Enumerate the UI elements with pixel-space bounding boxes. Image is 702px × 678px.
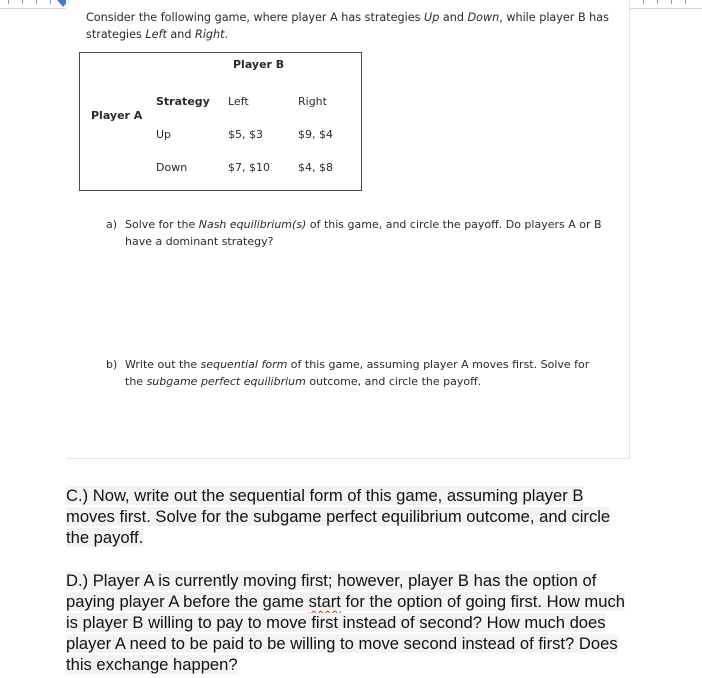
row-label-up: Up (156, 128, 172, 141)
payoff-down-right: $4, $8 (298, 161, 333, 174)
right-column-header: Right (298, 95, 327, 108)
embedded-problem-image[interactable] (66, 0, 630, 459)
row-label-down: Down (156, 161, 188, 174)
player-b-header: Player B (233, 58, 285, 71)
intro-paragraph: Consider the following game, where player A has strategies Up and Down, while player B has strategies Left and Right. (86, 11, 609, 41)
left-column-header: Left (228, 95, 249, 108)
payoff-matrix (79, 52, 362, 191)
question-a-text: Solve for the Nash equilibrium(s) of this game, and circle the payoff. Do players A or B have a dominant strategy? (125, 218, 602, 248)
question-d-paragraph[interactable]: D.) Player A is currently moving first; however, player B has the option of paying player A before the game start for the option of going first. How much is player B willing to pay to move first instead of second? How much does player A need to be paid to be willing to move second instead of first? Does this exchange happen? (66, 571, 625, 674)
payoff-up-left: $5, $3 (228, 128, 263, 141)
question-b-text: Write out the sequential form of this game, assuming player A moves first. Solve for the subgame perfect equilibrium outcome, and circle the payoff. (125, 358, 590, 388)
question-a-letter: a) (106, 218, 118, 231)
question-c-paragraph[interactable]: C.) Now, write out the sequential form of this game, assuming player B moves first. Solve for the subgame perfect equilibrium outcome, and circle the payoff. (66, 486, 611, 547)
question-b-letter: b) (106, 358, 118, 371)
payoff-up-right: $9, $4 (298, 128, 333, 141)
strategy-header: Strategy (156, 95, 210, 108)
player-a-header: Player A (91, 109, 143, 122)
spelling-suggestion-word[interactable]: start (308, 592, 341, 611)
payoff-down-left: $7, $10 (228, 161, 270, 174)
